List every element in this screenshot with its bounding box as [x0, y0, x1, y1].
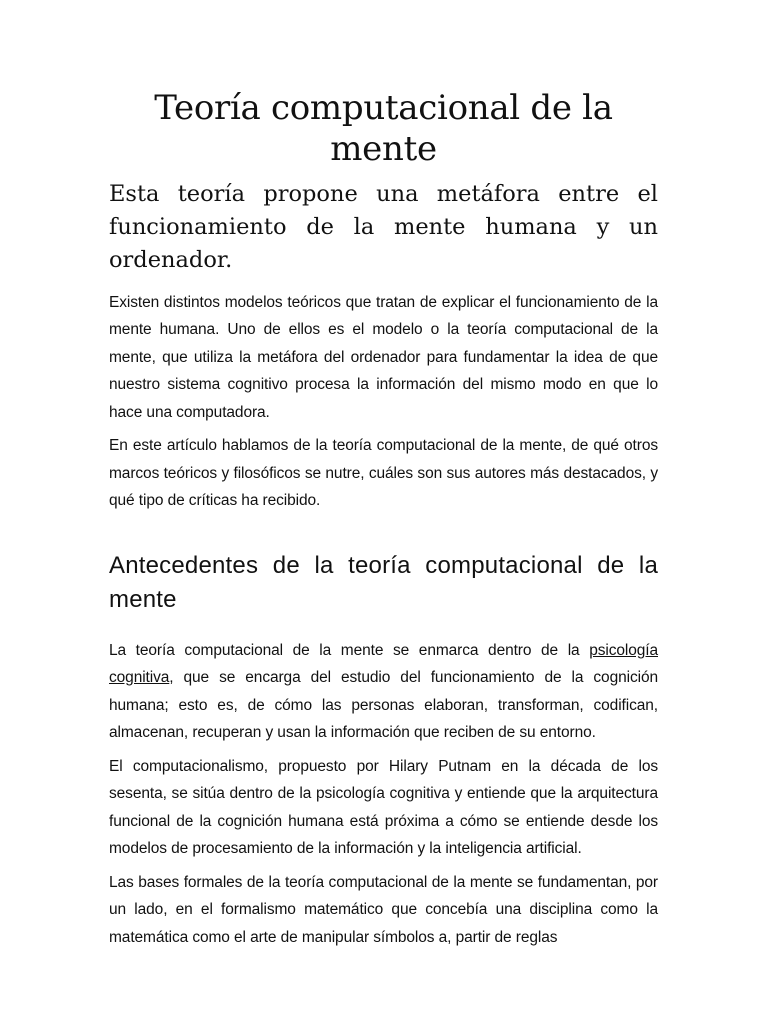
document-title: Teoría computacional de la mente	[154, 88, 613, 169]
section-paragraph-2: El computacionalismo, propuesto por Hilary Putnam en la década de los sesenta, se sitúa dentro de la psicología cognitiva y entiende que la arquitectura funcional de la cognición humana está próxima a cómo se entiende desde los modelos de procesamiento de la información y la inteligencia artificial.	[109, 757, 658, 858]
document-subtitle: Esta teoría propone una metáfora entre el funcionamiento de la mente humana y un ordenador.	[109, 180, 658, 273]
section-paragraph-1	[109, 637, 658, 747]
section-paragraph-3: Las bases formales de la teoría computacional de la mente se fundamentan, por un lado, en el formalismo matemático que concebía una disciplina como la matemática como el arte de manipular símbolos a, partir de reglas	[109, 873, 658, 946]
section-paragraph-1-end: , que se encarga del estudio del funcionamiento de la cognición humana; esto es, de cómo las personas elaboran, transforman, codifican, almacenan, recuperan y usan la información que reciben de su entorno.	[109, 669, 658, 742]
intro-paragraph-1: Existen distintos modelos teóricos que tratan de explicar el funcionamiento de la mente humana. Uno de ellos es el modelo o la teoría computacional de la mente, que utiliza la metáfora del ordenador para fundamentar la idea de que nuestro sistema cognitivo procesa la información del mismo modo en que lo hace una computadora.	[109, 293, 658, 421]
section-paragraph-1-start: La teoría computacional de la mente se enmarca dentro de la	[109, 641, 590, 659]
psicologia-cognitiva-link[interactable]: psicología cognitiva	[109, 641, 658, 687]
document-page	[109, 88, 658, 957]
intro-paragraph-2: En este artículo hablamos de la teoría computacional de la mente, de qué otros marcos teóricos y filosóficos se nutre, cuáles son sus autores más destacados, y qué tipo de críticas ha recibido.	[109, 437, 658, 510]
section-heading: Antecedentes de la teoría computacional de la mente	[109, 551, 658, 613]
